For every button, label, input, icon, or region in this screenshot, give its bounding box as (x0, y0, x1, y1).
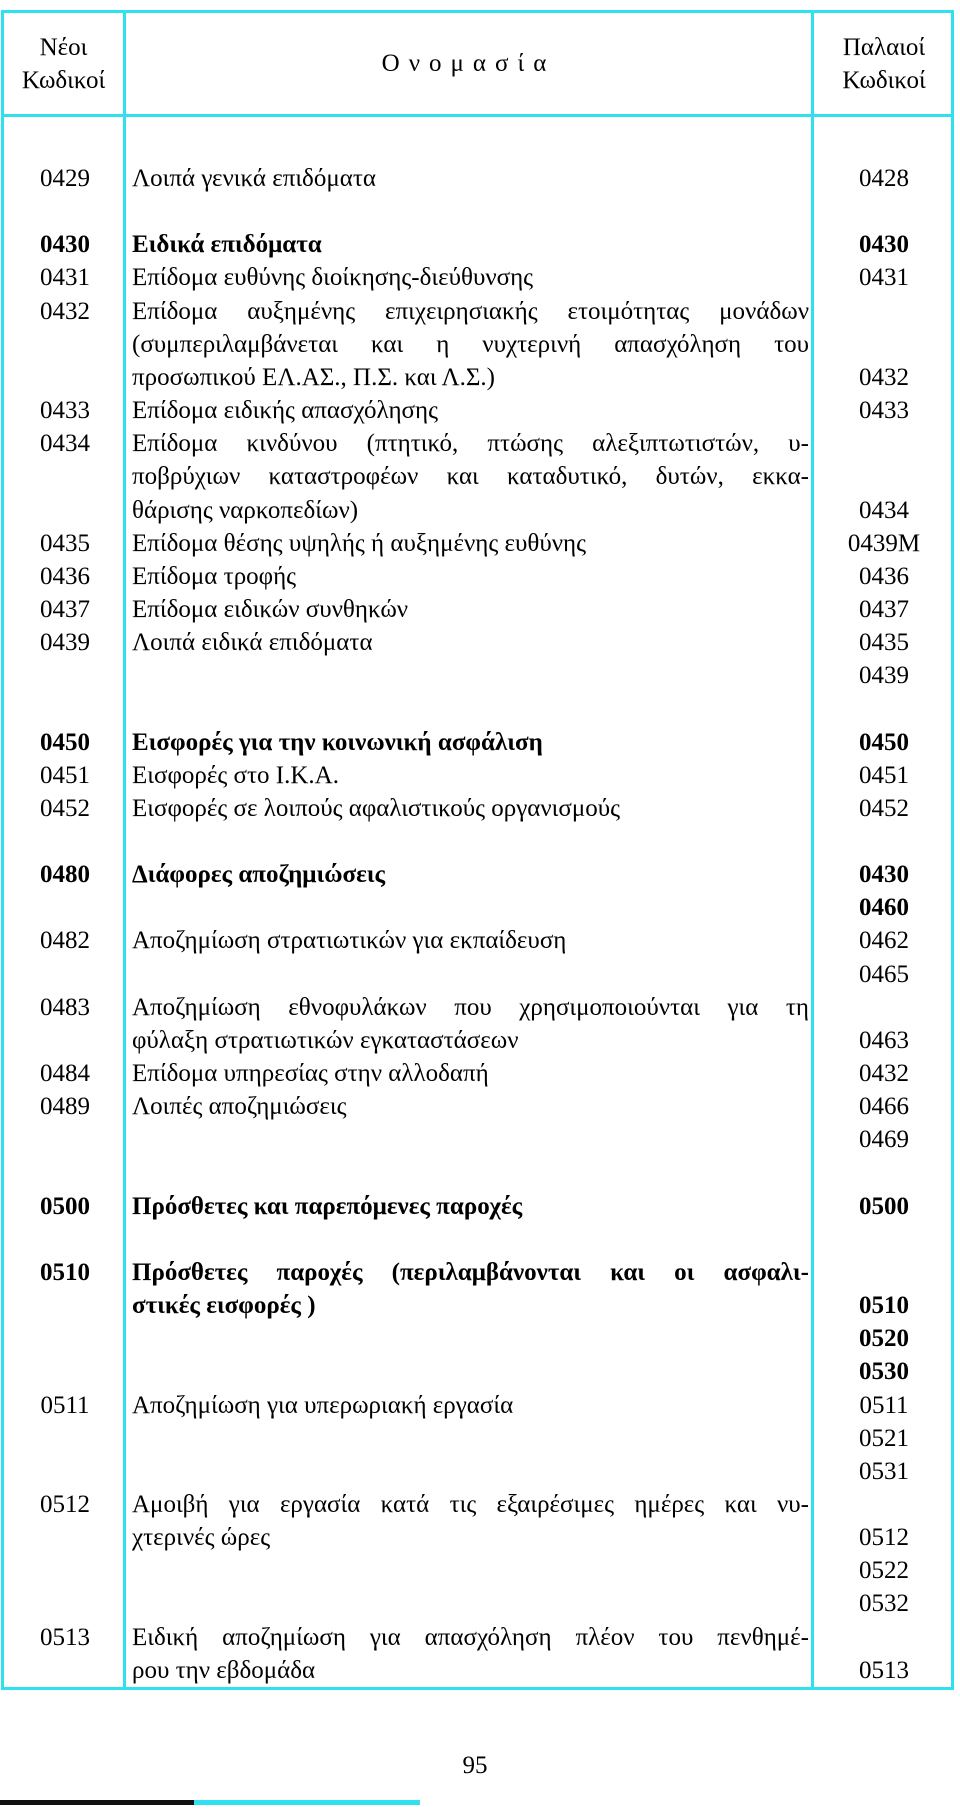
description-cell: Επίδομα κινδύνου (πτητικό, πτώσης αλεξιπτωτιστών, υ- (132, 430, 809, 458)
table-row (4, 1190, 951, 1223)
page-number: 95 (462, 1752, 488, 1779)
old-code-cell: 0428 (859, 165, 909, 192)
table-row (4, 1355, 951, 1388)
table-row (4, 626, 951, 659)
description-cell: Αποζημίωση για υπερωριακή εργασία (132, 1391, 514, 1419)
new-code-cell: 0489 (40, 1093, 90, 1121)
table-row (4, 1389, 951, 1422)
table-row (4, 1289, 951, 1322)
new-code-cell: 0451 (40, 761, 90, 789)
description-cell: Επίδομα ειδικών συνθηκών (132, 595, 409, 623)
new-code-cell: 0452 (40, 794, 90, 822)
table-row (4, 228, 951, 261)
old-code-cell: 0463 (859, 1026, 909, 1054)
table-row (4, 295, 951, 328)
old-code-cell: 0531 (859, 1457, 909, 1485)
old-code-cell: 0430 (859, 231, 909, 259)
new-code-cell: 0510 (40, 1258, 90, 1286)
old-code-cell: 0465 (859, 960, 909, 988)
old-code-cell: 0437 (859, 595, 909, 623)
table-row (4, 1256, 951, 1289)
old-code-cell: 0511 (859, 1391, 909, 1419)
description-cell: χτερινές ώρες (132, 1524, 271, 1552)
description-cell: Λοιπά γενικά επιδόματα (132, 165, 376, 192)
new-code-cell: 0483 (40, 993, 90, 1021)
old-code-cell: 0450 (859, 728, 909, 756)
old-code-cell: 0466 (859, 1093, 909, 1121)
old-code-cell: 0432 (859, 1060, 909, 1088)
old-code-cell: 0532 (859, 1590, 909, 1618)
table-row (4, 1157, 951, 1190)
description-cell: Επίδομα ευθύνης διοίκησης-διεύθυνσης (132, 264, 534, 292)
table-row (4, 1455, 951, 1488)
table-row (4, 593, 951, 626)
table-row (4, 858, 951, 891)
description-cell: Επίδομα θέσης υψηλής ή αυξημένης ευθύνης (132, 529, 587, 557)
table-row (4, 394, 951, 427)
description-cell: Ειδικά επιδόματα (132, 231, 322, 259)
description-cell: ποβρύχιων καταστροφέων και καταδυτικό, δυτών, εκκα- (132, 463, 809, 491)
old-code-cell: 0530 (859, 1358, 909, 1386)
table-row (4, 1521, 951, 1554)
table-row (4, 924, 951, 957)
table-row (4, 792, 951, 825)
old-code-cell: 0436 (859, 562, 909, 590)
table-row (4, 162, 951, 195)
table-row (4, 1123, 951, 1156)
old-code-cell: 0433 (859, 397, 909, 425)
table-row (4, 460, 951, 493)
old-code-cell: 0452 (859, 794, 909, 822)
new-code-cell: 0429 (40, 165, 90, 192)
table-row (4, 261, 951, 294)
header-old-codes-line2: Κωδικοί (842, 66, 926, 94)
description-cell: προσωπικού ΕΛ.ΑΣ., Π.Σ. και Λ.Σ.) (132, 363, 495, 391)
footer-bar-dark (0, 1800, 194, 1805)
table-row (4, 1422, 951, 1455)
new-code-cell: 0480 (40, 861, 90, 889)
description-cell: ρου την εβδομάδα (132, 1656, 316, 1684)
table-row (4, 1654, 951, 1687)
table-row (4, 759, 951, 792)
description-cell: Αμοιβή για εργασία κατά τις εξαιρέσιμες ημέρες και νυ- (132, 1491, 809, 1518)
table-row (4, 726, 951, 759)
new-code-cell: 0435 (40, 529, 90, 557)
old-code-cell: 0512 (859, 1524, 909, 1552)
header-name: Ονομασία (381, 50, 556, 77)
old-code-cell: 0462 (859, 927, 909, 955)
old-code-cell: 0430 (859, 861, 909, 889)
table-row (4, 560, 951, 593)
new-code-cell: 0433 (40, 397, 90, 425)
new-code-cell: 0437 (40, 595, 90, 623)
table-row (4, 1057, 951, 1090)
old-code-cell: 0434 (859, 496, 909, 524)
old-code-cell: 0460 (859, 894, 909, 922)
table-row (4, 692, 951, 725)
header-new-codes-line1: Νέοι (39, 33, 88, 61)
table-row (4, 1322, 951, 1355)
table-row (4, 825, 951, 858)
table-row (4, 1554, 951, 1587)
old-code-cell: 0510 (859, 1292, 909, 1320)
old-code-cell: 0522 (859, 1557, 909, 1585)
table-row (4, 527, 951, 560)
old-code-cell: 0513 (859, 1656, 909, 1684)
description-cell: Επίδομα ειδικής απασχόλησης (132, 397, 438, 425)
new-code-cell: 0450 (40, 728, 90, 756)
new-code-cell: 0439 (40, 629, 90, 657)
new-code-cell: 0434 (40, 430, 90, 458)
description-cell: στικές εισφορές ) (132, 1292, 316, 1320)
description-cell: Επίδομα υπηρεσίας στην αλλοδαπή (132, 1060, 489, 1088)
old-code-cell: 0435 (859, 629, 909, 657)
header-old-codes-line1: Παλαιοί (842, 33, 926, 61)
header-new-codes-line2: Κωδικοί (21, 66, 106, 94)
table-row (4, 1024, 951, 1057)
description-cell: Πρόσθετες παροχές (περιλαμβάνονται και οι ασφαλι- (132, 1258, 809, 1286)
table-row (4, 361, 951, 394)
table-row (4, 1488, 951, 1521)
old-code-cell: 0431 (859, 264, 909, 292)
table-row (4, 494, 951, 527)
new-code-cell: 0431 (40, 264, 90, 292)
description-cell: Λοιπές αποζημιώσεις (132, 1093, 347, 1121)
table-row (4, 1090, 951, 1123)
code-table (1, 10, 954, 1690)
old-code-cell: 0521 (859, 1424, 909, 1452)
table-row (4, 328, 951, 361)
old-code-cell: 0432 (859, 363, 909, 391)
new-code-cell: 0482 (40, 927, 90, 955)
table-row (4, 1621, 951, 1654)
old-code-cell: 0520 (859, 1325, 909, 1353)
new-code-cell: 0432 (40, 297, 90, 325)
description-cell: Εισφορές σε λοιπούς αφαλιστικούς οργανισμούς (132, 794, 621, 822)
table-row (4, 958, 951, 991)
new-code-cell: 0511 (40, 1391, 90, 1419)
old-code-cell: 0500 (859, 1192, 909, 1220)
table-row (4, 427, 951, 460)
description-cell: Διάφορες αποζημιώσεις (132, 861, 386, 889)
table-row (4, 991, 951, 1024)
description-cell: Πρόσθετες και παρεπόμενες παροχές (132, 1192, 523, 1220)
description-cell: Επίδομα τροφής (132, 562, 297, 590)
description-cell: Εισφορές για την κοινωνική ασφάλιση (132, 728, 543, 756)
footer-bar-accent (194, 1800, 420, 1805)
table-row (4, 195, 951, 228)
old-code-cell: 0439Μ (847, 529, 921, 557)
description-cell: Επίδομα αυξημένης επιχειρησιακής ετοιμότητας μονάδων (132, 297, 809, 325)
header-divider (4, 114, 951, 117)
header-new-codes (4, 13, 123, 114)
table-row (4, 1587, 951, 1620)
old-code-cell: 0451 (859, 761, 909, 789)
new-code-cell: 0513 (40, 1623, 90, 1651)
new-code-cell: 0512 (40, 1491, 90, 1518)
table-row (4, 659, 951, 692)
new-code-cell: 0436 (40, 562, 90, 590)
description-cell: Αποζημίωση στρατιωτικών για εκπαίδευση (132, 927, 567, 955)
description-cell: Εισφορές στο Ι.Κ.Α. (132, 761, 339, 789)
new-code-cell: 0430 (40, 231, 90, 259)
header-old-codes (814, 13, 954, 114)
table-row (4, 891, 951, 924)
old-code-cell: 0469 (859, 1126, 909, 1154)
description-cell: θάρισης ναρκοπεδίων) (132, 496, 359, 524)
description-cell: Αποζημίωση εθνοφυλάκων που χρησιμοποιούνται για τη (132, 993, 809, 1021)
new-code-cell: 0484 (40, 1060, 90, 1088)
new-code-cell: 0500 (40, 1192, 90, 1220)
description-cell: Ειδική αποζημίωση για απασχόληση πλέον του πενθημέ- (132, 1623, 809, 1651)
description-cell: φύλαξη στρατιωτικών εγκαταστάσεων (132, 1026, 519, 1054)
description-cell: (συμπεριλαμβάνεται και η νυχτερινή απασχόληση του (132, 330, 809, 358)
description-cell: Λοιπά ειδικά επιδόματα (132, 629, 373, 657)
old-code-cell: 0439 (859, 662, 909, 690)
table-row (4, 1223, 951, 1256)
